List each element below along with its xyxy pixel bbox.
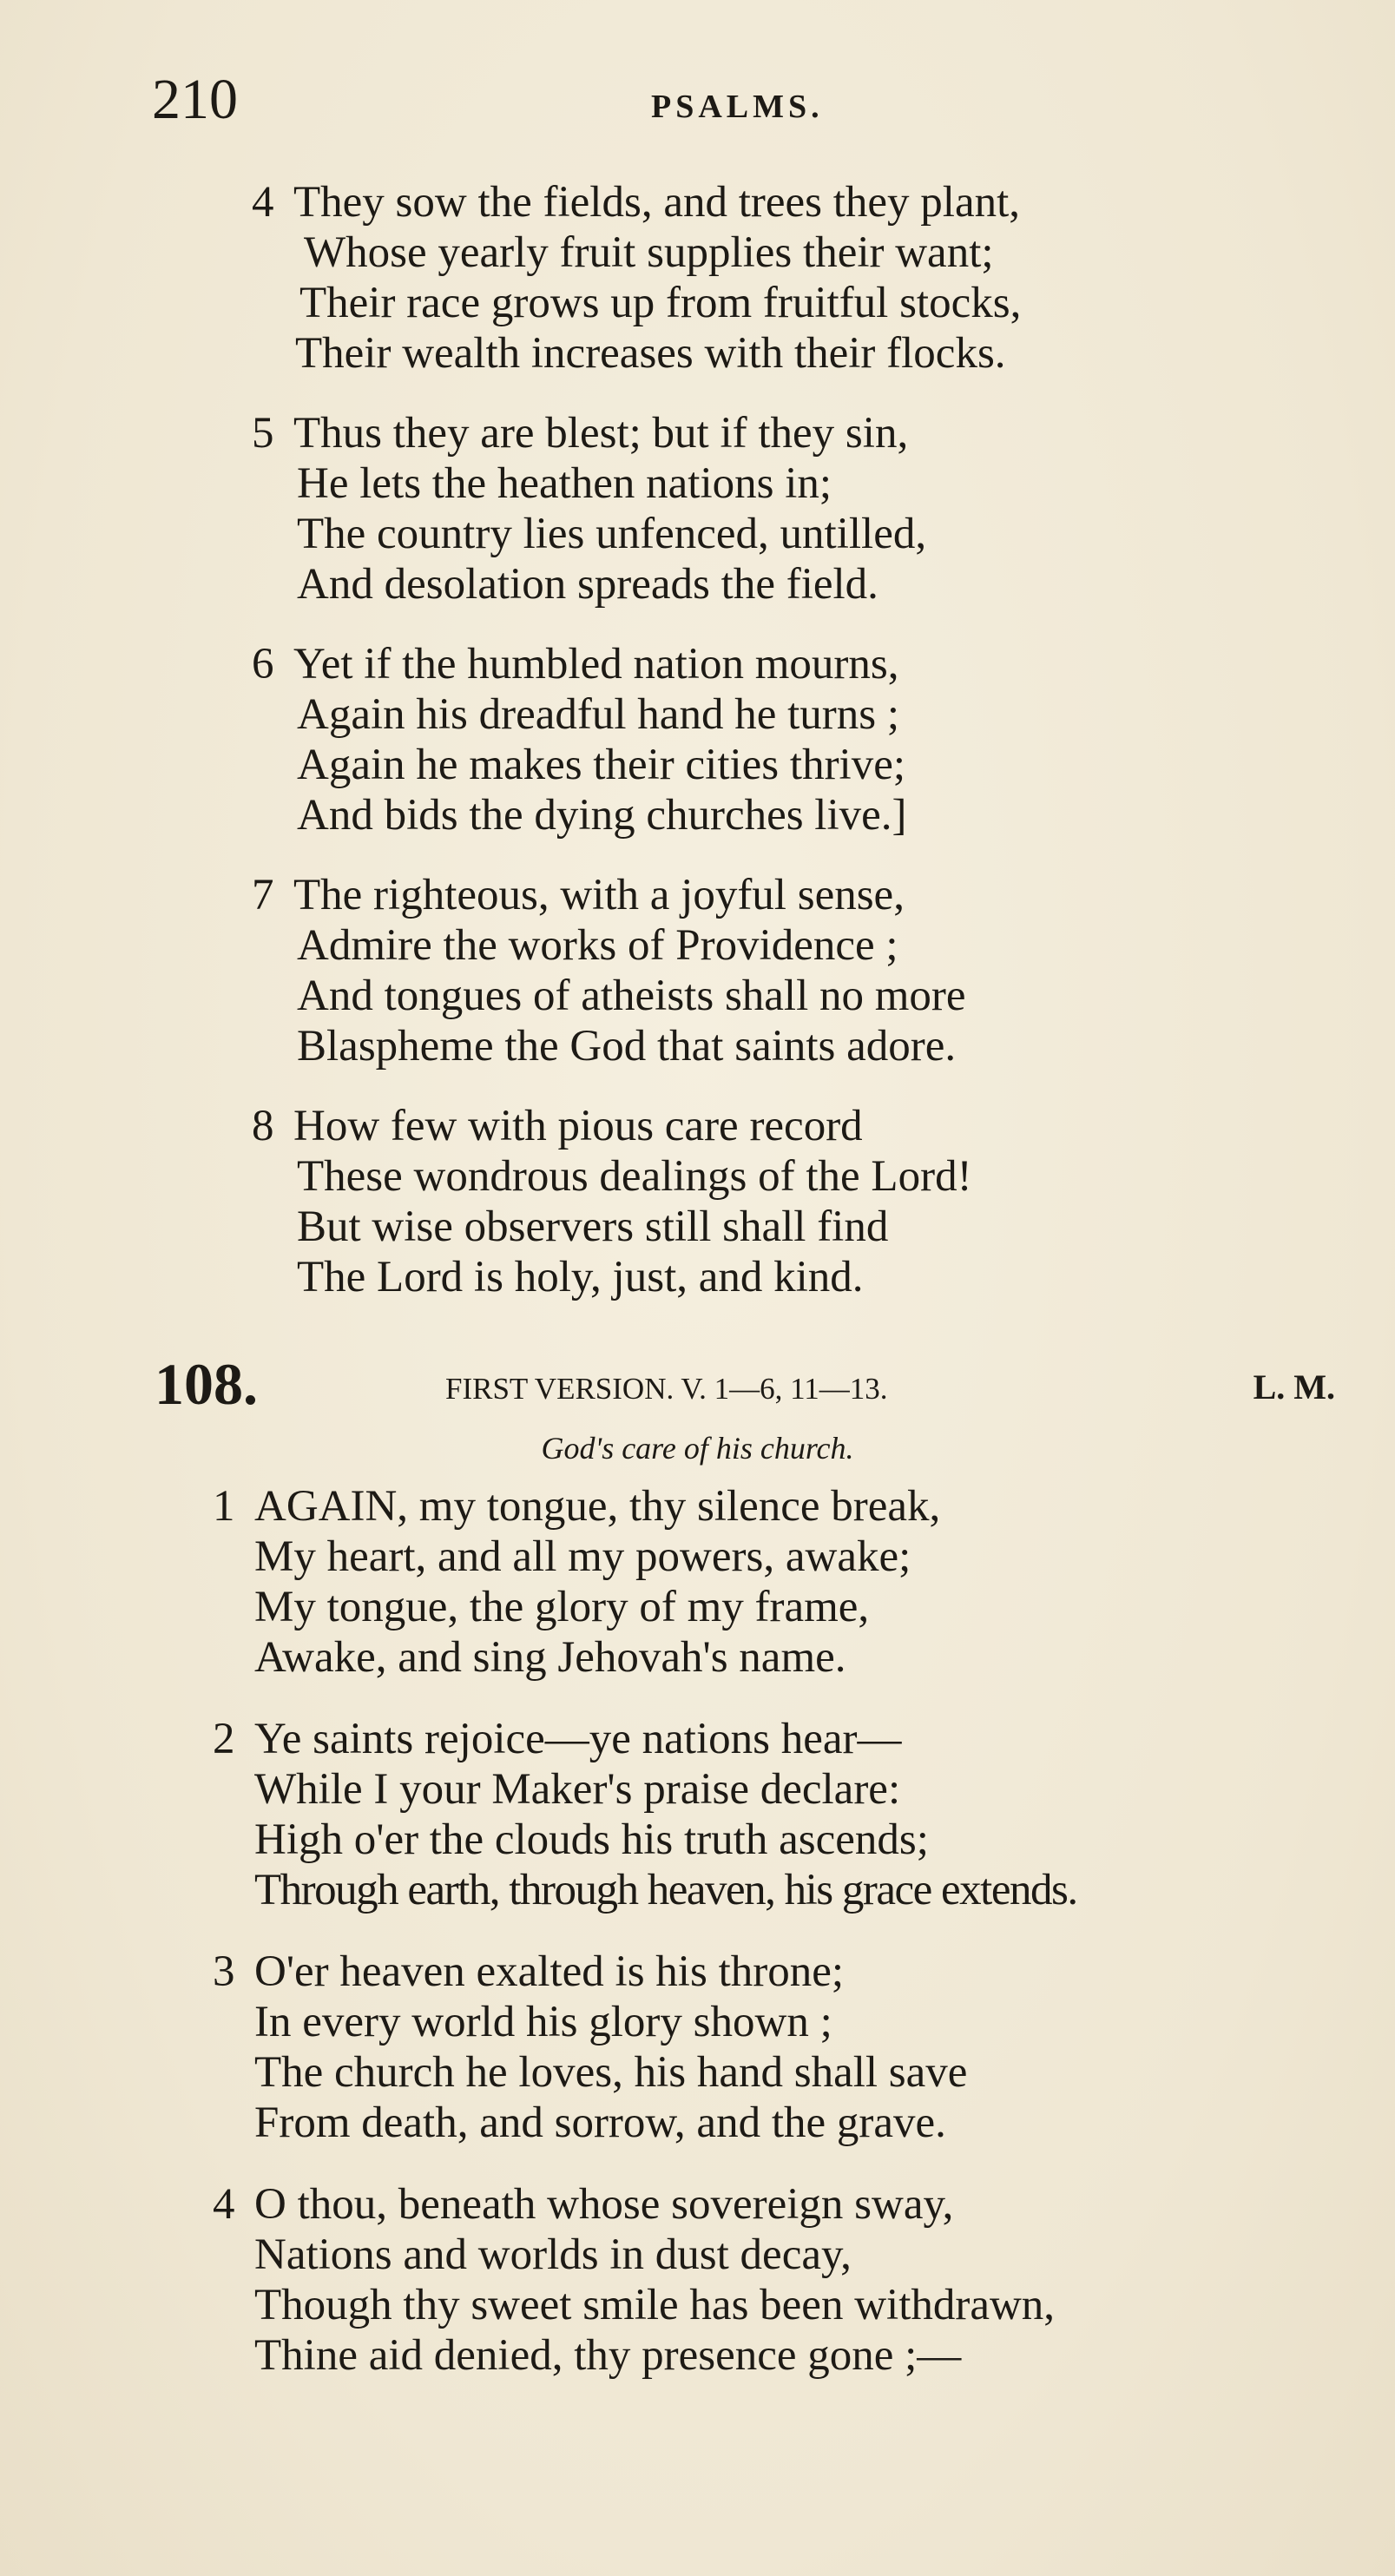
verse-line: 8 How few with pious care record: [252, 1102, 863, 1150]
verse-line: The church he loves, his hand shall save: [254, 2048, 968, 2097]
verse-line: But wise observers still shall find: [297, 1202, 889, 1251]
stanza: [252, 639, 907, 840]
verse-line: The country lies unfenced, untilled,: [297, 510, 927, 558]
verse-line: 6 Yet if the humbled nation mourns,: [252, 640, 899, 688]
verse-line: These wondrous dealings of the Lord!: [297, 1152, 972, 1201]
verse-number: 4: [252, 178, 274, 227]
verse-line: Their race grows up from fruitful stocks,: [299, 279, 1022, 327]
verse-line: Through earth, through heaven, his grace extends.: [254, 1866, 1077, 1914]
verse-line: 1 AGAIN, my tongue, thy silence break,: [213, 1482, 941, 1531]
stanza: [213, 1947, 967, 2148]
verse-line: Blaspheme the God that saints adore.: [297, 1022, 957, 1071]
verse-line: Again he makes their cities thrive;: [297, 741, 906, 789]
verse-number: 8: [252, 1102, 274, 1150]
psalm-number: 108.: [155, 1351, 258, 1417]
page-number: 210: [152, 68, 238, 131]
verse-line: Nations and worlds in dust decay,: [254, 2230, 852, 2279]
stanza: [213, 2179, 1055, 2381]
verse-line: My heart, and all my powers, awake;: [254, 1532, 911, 1581]
verse-line: And bids the dying churches live.]: [297, 791, 907, 840]
verse-line: While I your Maker's praise declare:: [254, 1765, 901, 1814]
verse-line: 4 They sow the fields, and trees they plant,: [252, 178, 1021, 227]
verse-line: 5 Thus they are blest; but if they sin,: [252, 409, 909, 458]
stanza: [252, 870, 966, 1071]
stanza: [213, 1481, 940, 1683]
verse-line: The Lord is holy, just, and kind.: [297, 1253, 864, 1301]
stanza: [252, 177, 1021, 379]
verse-line: High o'er the clouds his truth ascends;: [254, 1815, 929, 1864]
verse-number: 3: [213, 1947, 235, 1996]
psalm-heading: [155, 1351, 1335, 1417]
verse-line: From death, and sorrow, and the grave.: [254, 2098, 946, 2147]
verse-line: 7 The righteous, with a joyful sense,: [252, 871, 905, 919]
verse-line: Admire the works of Providence ;: [297, 921, 898, 970]
verse-line: 2 Ye saints rejoice—ye nations hear—: [213, 1715, 902, 1763]
meter-label: L. M.: [1253, 1367, 1335, 1407]
stanza: [213, 1714, 1077, 1915]
verse-line: Awake, and sing Jehovah's name.: [254, 1633, 846, 1682]
verse-number: 5: [252, 409, 274, 458]
verse-line: In every world his glory shown ;: [254, 1998, 832, 2046]
version-label: FIRST VERSION. V. 1—6, 11—13.: [445, 1372, 888, 1406]
verse-line: 4 O thou, beneath whose sovereign sway,: [213, 2180, 954, 2229]
stanza: [252, 408, 926, 609]
verse-number: 7: [252, 871, 274, 919]
verse-line: Their wealth increases with their flocks.: [295, 329, 1006, 378]
verse-number: 4: [213, 2180, 235, 2229]
verse-line: My tongue, the glory of my frame,: [254, 1583, 870, 1631]
verse-line: And desolation spreads the field.: [297, 560, 878, 609]
verse-line: Again his dreadful hand he turns ;: [297, 690, 900, 739]
verse-line: He lets the heathen nations in;: [297, 459, 832, 508]
verse-line: 3 O'er heaven exalted is his throne;: [213, 1947, 845, 1996]
stanza: [252, 1101, 972, 1302]
verse-number: 6: [252, 640, 274, 688]
verse-line: Though thy sweet smile has been withdrawn,: [254, 2281, 1056, 2329]
verse-line: Thine aid denied, thy presence gone ;—: [254, 2331, 962, 2380]
verse-number: 1: [213, 1482, 235, 1531]
verse-line: And tongues of atheists shall no more: [297, 972, 966, 1020]
verse-number: 2: [213, 1715, 235, 1763]
psalm-subtitle: God's care of his church.: [541, 1431, 854, 1466]
running-title: PSALMS.: [651, 89, 824, 125]
verse-line: Whose yearly fruit supplies their want;: [304, 228, 994, 277]
